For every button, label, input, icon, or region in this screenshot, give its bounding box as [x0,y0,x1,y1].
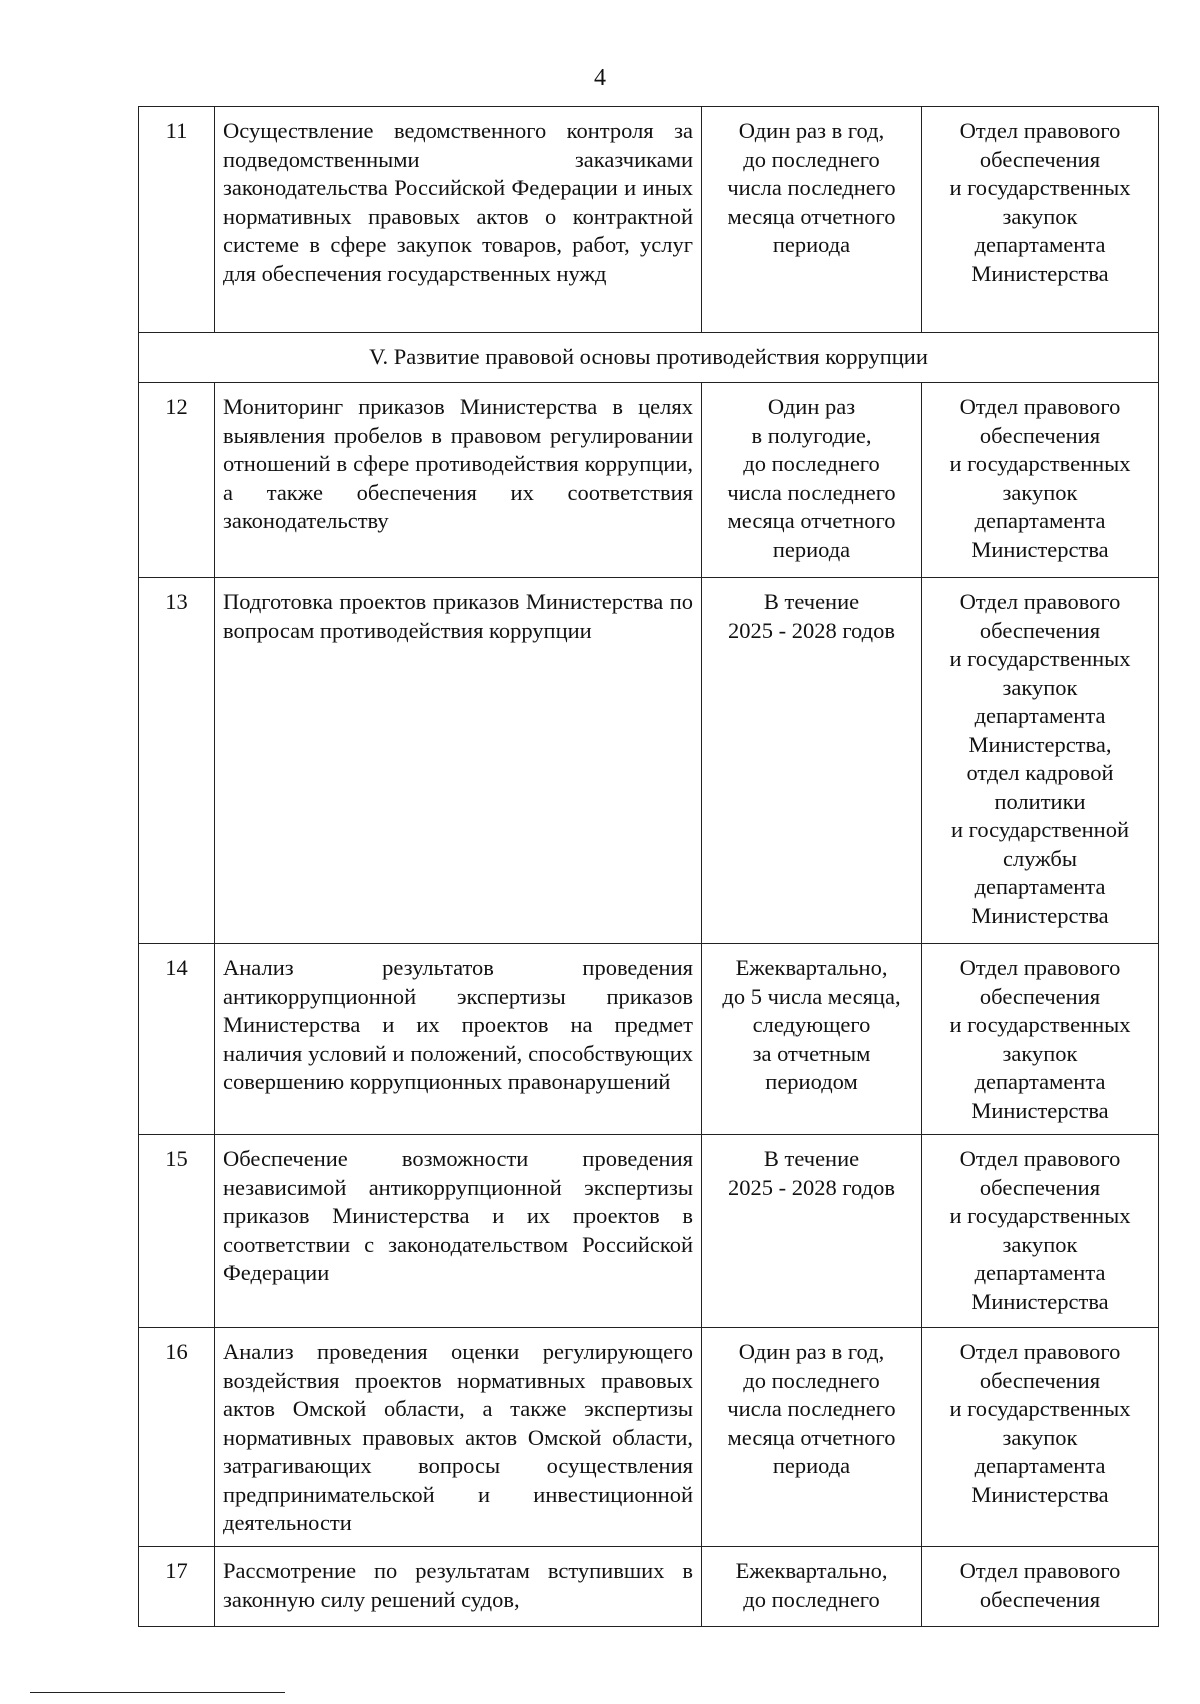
activity-cell: Подготовка проектов приказов Министерства по вопросам противодействия коррупции [215,578,702,944]
activity-cell: Рассмотрение по результатам вступивших в законную силу решений судов, [215,1547,702,1627]
section-row [139,333,1159,383]
responsible-cell: Отдел правового обеспечения [922,1547,1159,1627]
footnote-separator [30,1692,285,1693]
row-number: 16 [139,1328,215,1547]
table-row [139,578,1159,944]
row-number: 14 [139,944,215,1135]
term-cell: Ежеквартально, до последнего [702,1547,922,1627]
term-cell: В течение 2025 - 2028 годов [702,1135,922,1328]
responsible-cell: Отдел правового обеспечения и государственных закупок департамента Министерства, отдел кадровой политики и государственной службы департамента Министерства [922,578,1159,944]
measures-table [138,106,1159,1627]
row-number: 15 [139,1135,215,1328]
term-cell: Один раз в год, до последнего числа последнего месяца отчетного периода [702,1328,922,1547]
responsible-cell: Отдел правового обеспечения и государственных закупок департамента Министерства [922,1135,1159,1328]
activity-cell: Анализ проведения оценки регулирующего воздействия проектов нормативных правовых актов Омской области, а также экспертизы нормативных правовых актов Омской области, затрагивающих вопросы осуществления предпринимательской и инвестиционной деятельности [215,1328,702,1547]
page-number: 4 [594,65,606,91]
responsible-cell: Отдел правового обеспечения и государственных закупок департамента Министерства [922,944,1159,1135]
term-cell: Ежеквартально, до 5 числа месяца, следующего за отчетным периодом [702,944,922,1135]
term-cell: В течение 2025 - 2028 годов [702,578,922,944]
row-number: 12 [139,383,215,578]
term-cell: Один раз в полугодие, до последнего числа последнего месяца отчетного периода [702,383,922,578]
activity-cell: Осуществление ведомственного контроля за подведомственными заказчиками законодательства Российской Федерации и иных нормативных правовых актов о контрактной системе в сфере закупок товаров, работ, услуг для обеспечения государственных нужд [215,107,702,333]
row-number: 11 [139,107,215,333]
table-row [139,383,1159,578]
table-row [139,1547,1159,1627]
activity-cell: Обеспечение возможности проведения независимой антикоррупционной экспертизы приказов Министерства и их проектов в соответствии с законодательством Российской Федерации [215,1135,702,1328]
section-heading: V. Развитие правовой основы противодействия коррупции [139,333,1159,383]
term-cell: Один раз в год, до последнего числа последнего месяца отчетного периода [702,107,922,333]
table-row [139,1135,1159,1328]
responsible-cell: Отдел правового обеспечения и государственных закупок департамента Министерства [922,383,1159,578]
responsible-cell: Отдел правового обеспечения и государственных закупок департамента Министерства [922,107,1159,333]
table-row [139,107,1159,333]
responsible-cell: Отдел правового обеспечения и государственных закупок департамента Министерства [922,1328,1159,1547]
row-number: 17 [139,1547,215,1627]
row-number: 13 [139,578,215,944]
table-row [139,944,1159,1135]
table-row [139,1328,1159,1547]
activity-cell: Анализ результатов проведения антикоррупционной экспертизы приказов Министерства и их проектов на предмет наличия условий и положений, способствующих совершению коррупционных правонарушений [215,944,702,1135]
activity-cell: Мониторинг приказов Министерства в целях выявления пробелов в правовом регулировании отношений в сфере противодействия коррупции, а также обеспечения их соответствия законодательству [215,383,702,578]
